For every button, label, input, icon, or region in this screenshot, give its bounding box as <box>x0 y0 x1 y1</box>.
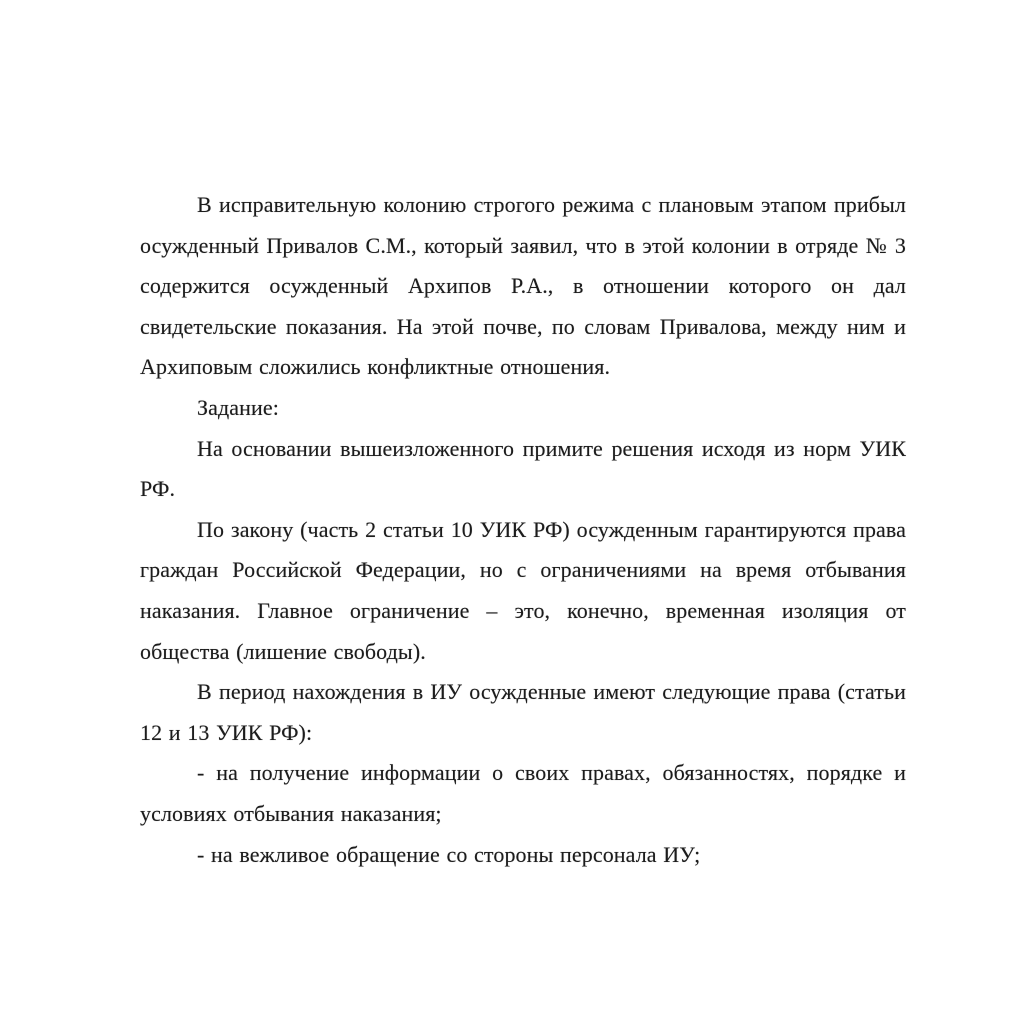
paragraph-right-item-information: - на получение информации о своих правах, обязанностях, порядке и условиях отбывания наказания; <box>140 760 906 826</box>
paragraph-case-description: В исправительную колонию строгого режима с плановым этапом прибыл осужденный Привалов С.М., который заявил, что в этой колонии в отряде № 3 содержится осужденный Архипов Р.А., в отношении которого он дал свидетельские показания. На этой почве, по словам Привалова, между ним и Архиповым сложились конфликтные отношения. <box>140 192 906 380</box>
paragraph-right-item-polite-treatment: - на вежливое обращение со стороны персонала ИУ; <box>197 841 701 867</box>
paragraph-task-instruction: На основании вышеизложенного примите решения исходя из норм УИК РФ. <box>140 435 906 502</box>
document-text-block <box>140 185 906 875</box>
paragraph-rights-intro: В период нахождения в ИУ осужденные имеют следующие права (статьи 12 и 13 УИК РФ): <box>140 679 906 745</box>
paragraph-law-explanation: По закону (часть 2 статьи 10 УИК РФ) осужденным гарантируются права граждан Российской Федерации, но с ограничениями на время отбывания наказания. Главное ограничение – это, конечно, временная изоляция от общества (лишение свободы). <box>140 516 906 664</box>
paragraph-task-heading: Задание: <box>197 394 279 420</box>
